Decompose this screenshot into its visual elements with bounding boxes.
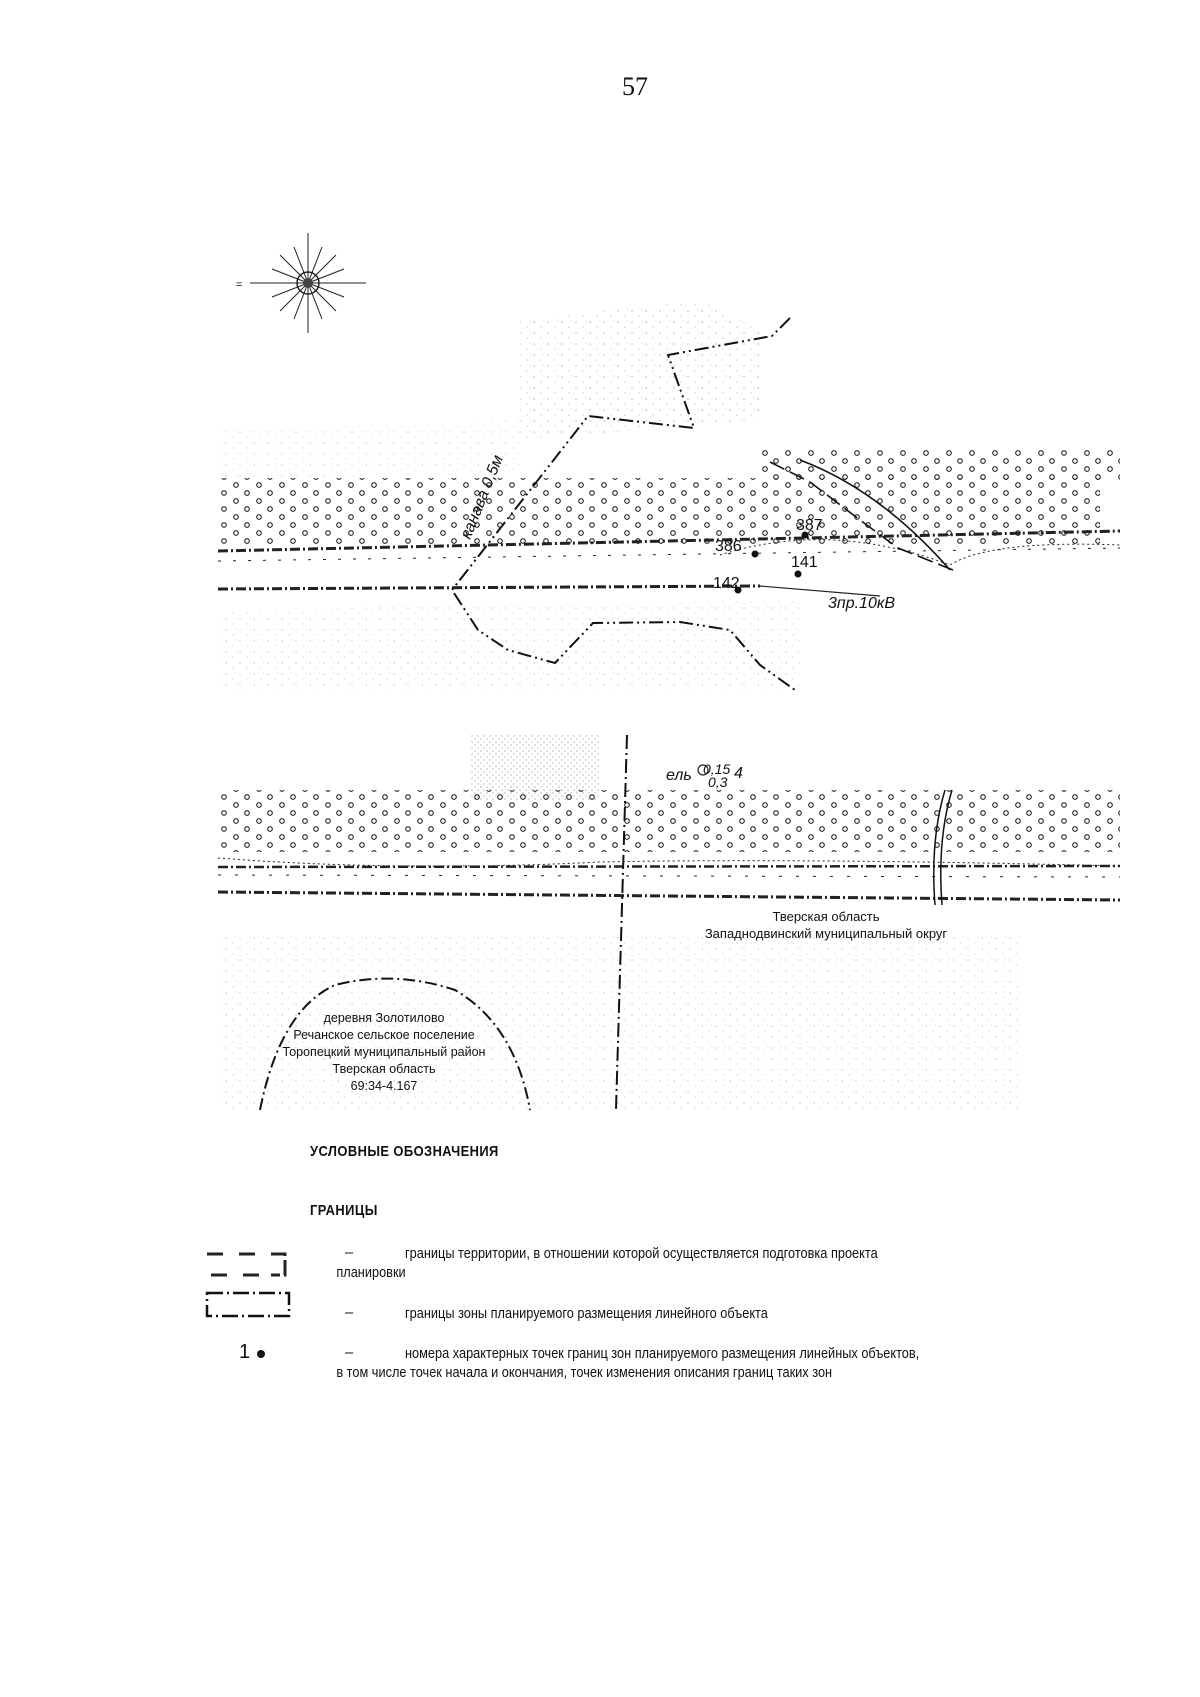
tree-height: 4: [734, 765, 743, 782]
legend-item-text-line1: номера характерных точек границ зон планируемого размещения линейных объектов,: [405, 1346, 920, 1362]
svg-text:=: =: [236, 279, 243, 291]
point-386: [752, 551, 759, 558]
village-label-line1: деревня Золотилово: [323, 1011, 445, 1025]
legend-dash: –: [345, 1345, 354, 1361]
tree-diameter: 0,15: [703, 761, 731, 777]
legend-dash: –: [345, 1245, 354, 1261]
legend-item-text: [336, 1345, 933, 1383]
canal-label: канава 0,5м: [457, 452, 507, 542]
tree-label: ель: [666, 767, 692, 784]
zone-boundary-symbol: [205, 1290, 295, 1320]
legend-section-title: ГРАНИЦЫ: [310, 1202, 378, 1219]
point-141: [795, 571, 802, 578]
region-label-line1: Тверская область: [772, 909, 880, 924]
legend-item-text: [336, 1245, 933, 1283]
region-label-line2: Западнодвинский муниципальный округ: [704, 926, 948, 941]
legend-item-text-line2: в том числе точек начала и окончания, точек изменения описания границ таких зон: [336, 1365, 833, 1381]
legend-item-text-line1: границы зоны планируемого размещения линейного объекта: [405, 1306, 768, 1322]
point-label-141: 141: [791, 554, 818, 571]
point-dot-icon: [257, 1350, 265, 1358]
compass-rose-icon: [236, 233, 366, 333]
legend-dash: –: [345, 1305, 354, 1321]
point-label-387: 387: [796, 517, 823, 534]
page-number: 57: [622, 72, 648, 101]
village-label-line3: Торопецкий муниципальный район: [282, 1045, 486, 1059]
village-label-line5: 69:34-4.167: [350, 1079, 418, 1093]
legend-item-text: [405, 1305, 933, 1324]
territory-boundary-symbol: [205, 1245, 295, 1277]
point-label-142: 142: [713, 575, 740, 592]
power-line-label: 3пр.10кВ: [828, 595, 896, 612]
legend-item-text-line1: границы территории, в отношении которой осуществляется подготовка проекта: [405, 1246, 878, 1262]
legend-item-text-line2: планировки: [336, 1265, 406, 1281]
legend-title: УСЛОВНЫЕ ОБОЗНАЧЕНИЯ: [310, 1143, 499, 1160]
village-label-line4: Тверская область: [332, 1062, 436, 1076]
tree-crown: 0,3: [708, 774, 728, 790]
point-number-symbol: 1: [239, 1341, 251, 1363]
village-label-line2: Речанское сельское поселение: [293, 1028, 475, 1042]
point-label-386: 386: [715, 538, 742, 555]
